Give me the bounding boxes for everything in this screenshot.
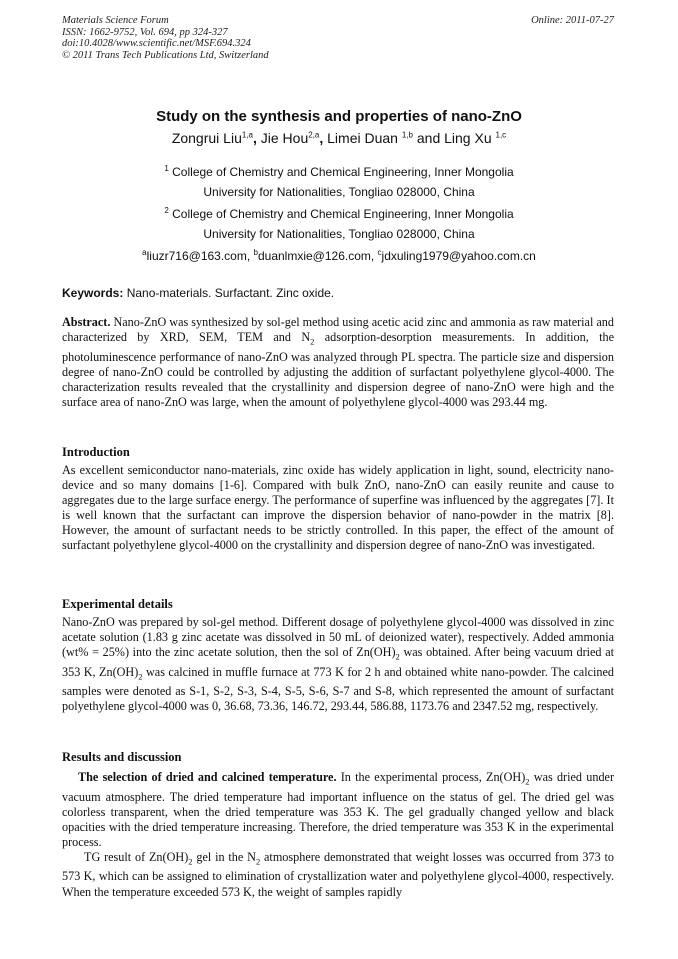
- issn-line: ISSN: 1662-9752, Vol. 694, pp 324-327: [62, 26, 228, 38]
- body-text: TG result of Zn(OH): [84, 849, 189, 864]
- subscript: 2: [395, 651, 400, 662]
- keywords: [62, 286, 334, 300]
- email-address[interactable]: jdxuling1979@yahoo.com.cn: [381, 249, 536, 263]
- abstract-text: adsorption-desorption measurements. In addition, the photoluminescence performance of nano-ZnO was analyzed through PL spectra. The particle size and dispersion degree of nano-ZnO could be controlled by adjusting the addition of surfactant polyethylene glycol-4000. The characterization results revealed that the crystallinity and dispersion degree of nano-ZnO were high and the surface area of nano-ZnO was large, when the amount of polyethylene glycol-4000 was 293.44 mg.: [62, 330, 614, 409]
- abstract: [62, 315, 614, 410]
- email-address[interactable]: liuzr716@163.com: [146, 249, 247, 263]
- abstract-label: Abstract.: [62, 315, 111, 329]
- aff-sup: 2: [164, 206, 169, 215]
- paper-title: Study on the synthesis and properties of nano-ZnO: [156, 108, 522, 125]
- body-text: Nano-ZnO was prepared by sol-gel method. Different dosage of polyethylene glycol-4000 was dissolved in zinc acetate solution (1.83 g zinc acetate was dissolved in 50 mL of deionized water), respectively. Added ammonia (wt% = 25%) into the zinc acetate solution, then the sol of Zn(OH): [62, 615, 614, 660]
- affiliation-2-line-1: [0, 206, 678, 221]
- introduction-text: As excellent semiconductor nano-materials, zinc oxide has widely application in light, sound, electricity nano-device and so many domains [1-6]. Compared with bulk ZnO, nano-ZnO can easily reunite and cause to aggregates due to the large surface energy. The performance of superfine was influenced by the aggregates [7]. It is well known that the surfactant can improve the dispersion behavior of nano-powder in the matrix [8]. However, the amount of surfactant needs to be strictly controlled. In this paper, the effect of the amount of surfactant polyethylene glycol-4000 on the crystallinity and dispersion degree of nano-ZnO was investigated.: [62, 463, 614, 553]
- aff-text: College of Chemistry and Chemical Engineering, Inner Mongolia: [172, 207, 514, 221]
- subscript: 2: [310, 336, 315, 347]
- email-sup: c: [377, 248, 382, 257]
- author-sup: 2,a: [308, 130, 320, 140]
- results-lead: The selection of dried and calcined temperature.: [78, 770, 337, 784]
- email-sup: b: [253, 248, 258, 257]
- keywords-text: Nano-materials. Surfactant. Zinc oxide.: [126, 286, 335, 300]
- keywords-label: Keywords:: [62, 286, 124, 300]
- aff-text: College of Chemistry and Chemical Engineering, Inner Mongolia: [172, 165, 514, 179]
- aff-sup: 1: [164, 164, 169, 173]
- author-name: Zongrui Liu: [171, 130, 242, 146]
- author-sup: 1,b: [401, 130, 413, 140]
- author-name: Limei Duan: [327, 130, 398, 146]
- online-date: Online: 2011-07-27: [531, 15, 614, 26]
- affiliation-2-line-2: University for Nationalities, Tongliao 028000, China: [203, 227, 475, 241]
- results-text: [62, 770, 614, 900]
- journal-header: [62, 15, 269, 61]
- experimental-heading: Experimental details: [62, 597, 173, 611]
- author-sup: 1,a: [241, 130, 253, 140]
- results-heading: Results and discussion: [62, 750, 182, 764]
- body-text: was calcined in muffle furnace at 773 K for 2 h and obtained white nano-powder. The calcined samples were denoted as S-1, S-2, S-3, S-4, S-5, S-6, S-7 and S-8, which represented the amount of surfactant polyethylene glycol-4000 was 0, 36.68, 73.36, 146.72, 293.44, 586.88, 1173.76 and 2347.52 mg, respectively.: [62, 664, 614, 714]
- subscript: 2: [525, 776, 530, 787]
- abstract-text: Nano-ZnO was synthesized by sol-gel method using acetic acid zinc and ammonia as raw material and characterized by XRD, SEM, TEM and N: [62, 315, 614, 345]
- affiliation-1-line-2: University for Nationalities, Tongliao 028000, China: [203, 185, 475, 199]
- body-text: was dried under vacuum atmosphere. The dried temperature had important influence on the status of gel. The dried gel was colorless transparent, when the dried temperature was 353 K. The gel gradually changed yellow and black opacities with the dried temperature increasing. Therefore, the dried temperature was 353 K in the experimental process.: [62, 770, 615, 849]
- author-name: Ling Xu: [444, 130, 492, 146]
- email-line: $^a$liuzr716@163.com, $^b$duanlmxie@126.com, $^c$jdxuling1979@yahoo.com.cn: [142, 248, 536, 263]
- email-sup: a: [142, 248, 147, 257]
- subscript: 2: [188, 856, 193, 867]
- body-text: In the experimental process, Zn(OH): [336, 770, 526, 784]
- affiliation-1-line-1: [0, 164, 678, 179]
- body-text: was obtained. After being vacuum dried at 353 K, Zn(OH): [62, 645, 614, 679]
- subscript: 2: [138, 671, 143, 682]
- subscript: 2: [255, 856, 261, 867]
- journal-name: Materials Science Forum: [62, 15, 169, 26]
- body-text: atmosphere demonstrated that weight losses was occurred from 373 to 573 K, which can be assigned to elimination of crystallization water and polyethylene glycol-4000, respectively. When the temperature exceeded 573 K, the weight of samples rapidly: [62, 849, 615, 899]
- introduction-heading: Introduction: [62, 445, 130, 459]
- author-list: Zongrui Liu$^{1,a}$, Jie Hou$^{2,a}$, Limei Duan $^{1,b}$ and Ling Xu $^{1,c}$: [171, 130, 507, 146]
- copyright-line: © 2011 Trans Tech Publications Ltd, Switzerland: [62, 49, 269, 61]
- author-sup: 1,c: [495, 130, 507, 140]
- doi-line: doi:10.4028/www.scientific.net/MSF.694.324: [62, 38, 251, 49]
- email-address[interactable]: duanlmxie@126.com: [257, 249, 371, 263]
- author-name: Jie Hou: [260, 130, 309, 146]
- experimental-text: [62, 615, 614, 714]
- body-text: gel in the N: [192, 849, 256, 864]
